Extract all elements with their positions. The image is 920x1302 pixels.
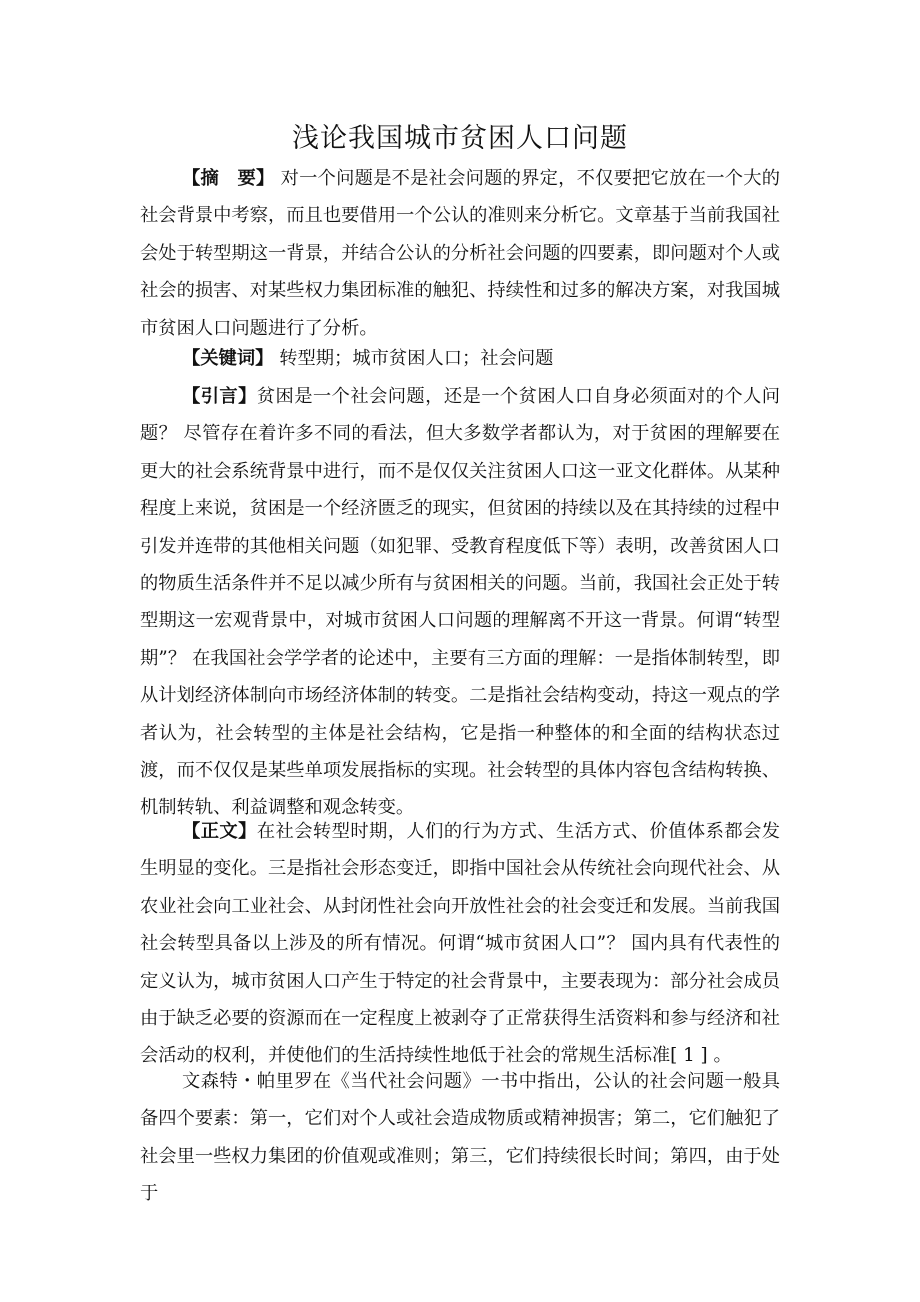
- abstract-paragraph: [140, 160, 780, 347]
- introduction-text: 贫困是一个社会问题，还是一个贫困人口自身必须面对的个人问题？ 尽管存在着许多不同的看法，但大多数学者都认为，对于贫困的理解要在更大的社会系统背景中进行，而不是仅仅关注贫困人口这一亚文化群体。从某种程度上来说，贫困是一个经济匮乏的现实，但贫困的持续以及在其持续的过程中引发并连带的其他相关问题（如犯罪、受教育程度低下等）表明，改善贫困人口的物质生活条件并不足以减少所有与贫困相关的问题。当前，我国社会正处于转型期这一宏观背景中，对城市贫困人口问题的理解离不开这一背景。何谓“转型期”？ 在我国社会学学者的论述中，主要有三方面的理解：一是指体制转型，即从计划经济体制向市场经济体制的转变。二是指社会结构变动，持这一观点的学者认为，社会转型的主体是社会结构，它是指一种整体的和全面的结构状态过渡，而不仅仅是某些单项发展指标的实现。社会转型的具体内容包含结构转换、机制转轨、利益调整和观念转变。: [140, 386, 781, 819]
- main-body-paragraph: [140, 813, 780, 1075]
- introduction-label: 【引言】: [182, 386, 257, 407]
- keywords-section: [140, 340, 780, 377]
- abstract-text: 对一个问题是不是社会问题的界定，不仅要把它放在一个大的社会背景中考察，而且也要借用一个公认的准则来分析它。文章基于当前我国社会处于转型期这一背景，并结合公认的分析社会问题的四要素，即问题对个人或社会的损害、对某些权力集团标准的触犯、持续性和过多的解决方案，对我国城市贫困人口问题进行了分析。: [140, 168, 780, 339]
- keywords-text: 转型期；城市贫困人口；社会问题: [273, 348, 554, 369]
- document-title: 浅论我国城市贫困人口问题: [292, 123, 628, 154]
- introduction-paragraph: [140, 378, 780, 827]
- paragraph-2: 文森特・帕里罗在《当代社会问题》一书中指出，公认的社会问题一般具备四个要素：第一，它们对个人或社会造成物质或精神损害；第二，它们触犯了社会里一些权力集团的价值观或准则；第三，它们持续很长时间；第四，由于处于: [140, 1071, 780, 1205]
- paragraph-2-section: [140, 1063, 780, 1213]
- main-body-section: [140, 813, 780, 1075]
- introduction-section: [140, 378, 780, 827]
- main-body-label: 【正文】: [182, 821, 257, 842]
- keywords-label: 【关键词】: [182, 348, 274, 369]
- keywords-paragraph: [140, 340, 780, 377]
- main-body-text: 在社会转型时期，人们的行为方式、生活方式、价值体系都会发生明显的变化。三是指社会形态变迁，即指中国社会从传统社会向现代社会、从农业社会向工业社会、从封闭性社会向开放性社会的社会变迁和发展。当前我国社会转型具备以上涉及的所有情况。何谓“城市贫困人口”？ 国内具有代表性的定义认为，城市贫困人口产生于特定的社会背景中，主要表现为：部分社会成员由于缺乏必要的资源而在一定程度上被剥夺了正常获得生活资料和参与经济和社会活动的权利，并使他们的生活持续性地低于社会的常规生活标准[ 1 ] 。: [140, 821, 781, 1067]
- abstract-section: [140, 160, 780, 347]
- abstract-label: 【摘 要】: [182, 168, 275, 189]
